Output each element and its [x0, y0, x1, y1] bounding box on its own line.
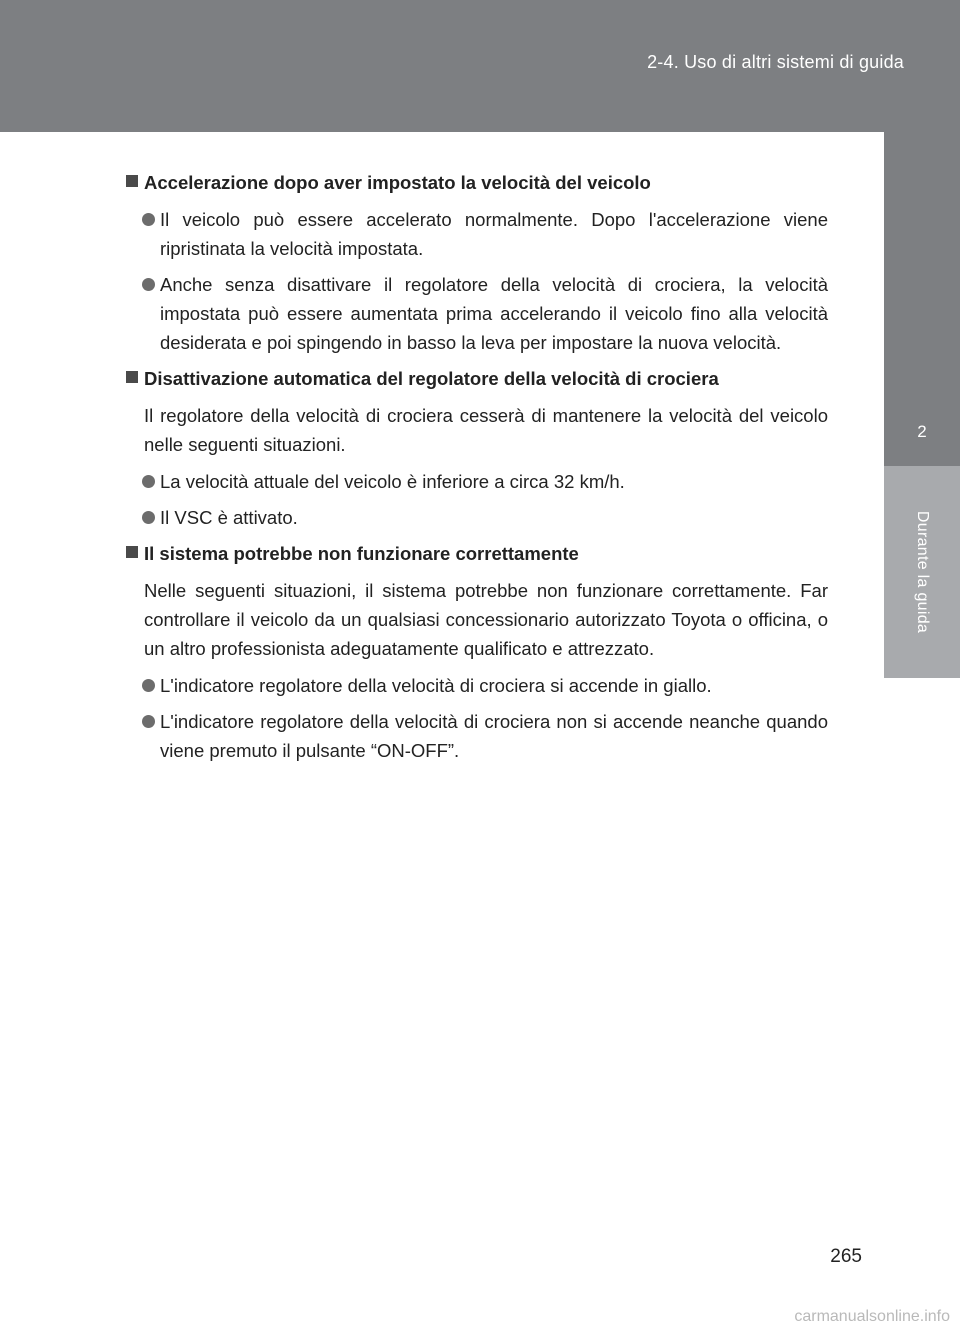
section-heading-text: Accelerazione dopo aver impostato la velocità del veicolo [144, 172, 651, 193]
square-bullet-icon [126, 371, 138, 383]
watermark: carmanualsonline.info [794, 1308, 950, 1325]
section-heading [126, 168, 828, 197]
bullet-text: Il VSC è attivato. [160, 507, 298, 528]
bullet-text: L'indicatore regolatore della velocità di crociera non si accende neanche quando viene premuto il pulsante “ON-OFF”. [160, 711, 828, 761]
circle-bullet-icon [142, 213, 155, 226]
section-paragraph: Il regolatore della velocità di crociera cesserà di mantenere la velocità del veicolo nelle seguenti situazioni. [144, 405, 828, 455]
bullet-item [126, 270, 828, 357]
square-bullet-icon [126, 546, 138, 558]
chapter-number: 2 [917, 422, 927, 441]
bullet-item [126, 503, 828, 532]
header-bar [0, 0, 960, 132]
section-heading [126, 539, 828, 568]
circle-bullet-icon [142, 475, 155, 488]
bullet-text: L'indicatore regolatore della velocità di crociera si accende in giallo. [160, 675, 712, 696]
chapter-label: Durante la guida [914, 510, 931, 634]
bullet-item [126, 205, 828, 263]
square-bullet-icon [126, 175, 138, 187]
section-heading [126, 364, 828, 393]
bullet-text: La velocità attuale del veicolo è inferiore a circa 32 km/h. [160, 471, 625, 492]
circle-bullet-icon [142, 715, 155, 728]
page-number: 265 [830, 1246, 862, 1267]
bullet-item [126, 707, 828, 765]
bullet-item [126, 671, 828, 700]
circle-bullet-icon [142, 278, 155, 291]
chapter-tab [884, 132, 960, 1334]
chapter-tab-top [884, 132, 960, 466]
bullet-text: Il veicolo può essere accelerato normalmente. Dopo l'accelerazione viene ripristinata la velocità impostata. [160, 209, 828, 259]
section-heading-text: Il sistema potrebbe non funzionare correttamente [144, 543, 579, 564]
bullet-item [126, 467, 828, 496]
page-content [126, 168, 828, 772]
circle-bullet-icon [142, 679, 155, 692]
section-title: 2-4. Uso di altri sistemi di guida [647, 52, 904, 72]
section-paragraph: Nelle seguenti situazioni, il sistema potrebbe non funzionare correttamente. Far controllare il veicolo da un qualsiasi concessionario autorizzato Toyota o officina, o un altro professionista adeguatamente qualificato e attrezzato. [144, 580, 828, 659]
circle-bullet-icon [142, 511, 155, 524]
bullet-text: Anche senza disattivare il regolatore della velocità di crociera, la velocità impostata può essere aumentata prima accelerando il veicolo fino alla velocità desiderata e poi spingendo in basso la leva per impostare la nuova velocità. [160, 274, 828, 353]
section-heading-text: Disattivazione automatica del regolatore della velocità di crociera [144, 368, 719, 389]
